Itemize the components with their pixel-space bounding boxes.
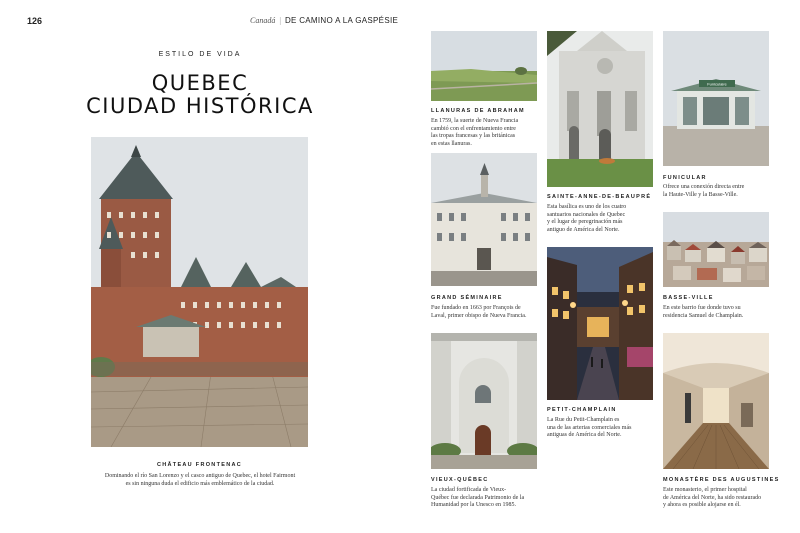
page-title-line-2: CIUDAD HISTÓRICA: [86, 94, 314, 118]
monastere-des-augustines-photo: [663, 333, 769, 469]
running-head-separator: |: [279, 16, 281, 25]
item-4-title: GRAND SÉMINAIRE: [431, 295, 503, 301]
item-7-line-1: La ciudad fortificada de Vieux-: [431, 487, 507, 493]
main-photo-caption: [70, 473, 330, 488]
page-number: 126: [27, 16, 43, 26]
item-2-line-1: Esta basílica es uno de los cuatro: [547, 204, 627, 210]
funicular-photo: [663, 31, 769, 166]
item-5-text: [663, 305, 778, 320]
item-3-line-1: Ofrece una conexión directa entre: [663, 184, 745, 190]
item-1-title: LLANURAS DE ABRAHAM: [431, 108, 525, 114]
item-1-text: [431, 118, 546, 148]
chateau-frontenac-photo: [91, 137, 308, 447]
item-1-line-3: las tropas francesas y las británicas: [431, 133, 516, 140]
item-6-line-3: antiguas de América del Norte.: [547, 432, 622, 439]
item-2-line-3: y el lugar de peregrinación más: [547, 219, 623, 226]
item-7-line-3: Humanidad por la Unesco en 1985.: [431, 502, 516, 509]
petit-champlain-photo: [547, 247, 653, 400]
item-6-title: PETIT-CHAMPLAIN: [547, 407, 617, 413]
item-8-line-1: Este monasterio, el primer hospital: [663, 487, 747, 493]
item-1-line-2: cambió con el enfrentamiento entre: [431, 125, 516, 132]
main-photo-caption-line-2: es sin ninguna duda el edificio más emblemático de la ciudad.: [125, 480, 275, 487]
main-photo-caption-title: CHÂTEAU FRONTENAC: [156, 462, 243, 468]
plains-of-abraham-photo: [431, 31, 537, 101]
item-7-line-2: Québec fue declarada Patrimonio de la: [431, 494, 525, 501]
item-8-text: [663, 487, 783, 510]
item-5-line-1: En este barrio fue donde tuvo su: [663, 305, 741, 311]
item-3-line-2: la Haute-Ville y la Basse-Ville.: [663, 191, 738, 198]
item-1-line-1: En 1759, la suerte de Nueva Francia: [431, 118, 519, 124]
grand-seminaire-photo: [431, 153, 537, 286]
sainte-anne-de-beaupre-photo: [547, 31, 653, 187]
item-2-line-4: antiguo de América del Norte.: [547, 226, 620, 233]
main-photo-caption-line-1: Dominando el río San Lorenzo y el casco antiguo de Quebec, el hotel Fairmont: [104, 473, 296, 479]
item-8-title: MONASTÈRE DES AUGUSTINES: [663, 477, 780, 483]
item-6-line-1: La Rue du Petit-Champlain es: [547, 417, 620, 423]
item-7-title: VIEUX-QUÉBEC: [431, 477, 489, 483]
item-4-line-1: Fue fundado en 1663 por François de: [431, 305, 521, 311]
vieux-quebec-photo: [431, 333, 537, 469]
running-head-section: DE CAMINO A LA GASPÉSIE: [284, 16, 399, 25]
page-title: [60, 72, 340, 118]
running-head: [250, 16, 398, 25]
item-4-line-2: Laval, primer obispo de Nueva Francia.: [431, 312, 527, 319]
item-2-line-2: santuarios nacionales de Quebec: [547, 211, 626, 218]
item-6-line-2: una de las arterias comerciales más: [547, 424, 632, 431]
item-4-text: [431, 305, 546, 320]
item-2-text: [547, 204, 662, 234]
item-5-line-2: residencia Samuel de Champlain.: [663, 312, 744, 319]
item-3-text: [663, 184, 778, 199]
item-5-title: BASSE-VILLE: [663, 295, 714, 301]
item-1-line-4: en estas llanuras.: [431, 140, 472, 147]
page-title-line-1: QUEBEC: [151, 71, 249, 95]
running-head-country: Canadá: [250, 16, 276, 25]
basse-ville-photo: [663, 212, 769, 287]
item-7-text: [431, 487, 546, 510]
item-8-line-3: y ahora es posible alojarse en él.: [663, 502, 741, 509]
item-6-text: [547, 417, 662, 440]
item-3-title: FUNICULAR: [663, 175, 707, 181]
kicker: ESTILO DE VIDA: [158, 51, 242, 58]
item-2-title: SAINTE-ANNE-DE-BEAUPRÉ: [547, 194, 652, 200]
item-8-line-2: de América del Norte, ha sido restaurado: [663, 494, 762, 501]
funicular-sign-text: Funiculaire: [707, 81, 727, 87]
